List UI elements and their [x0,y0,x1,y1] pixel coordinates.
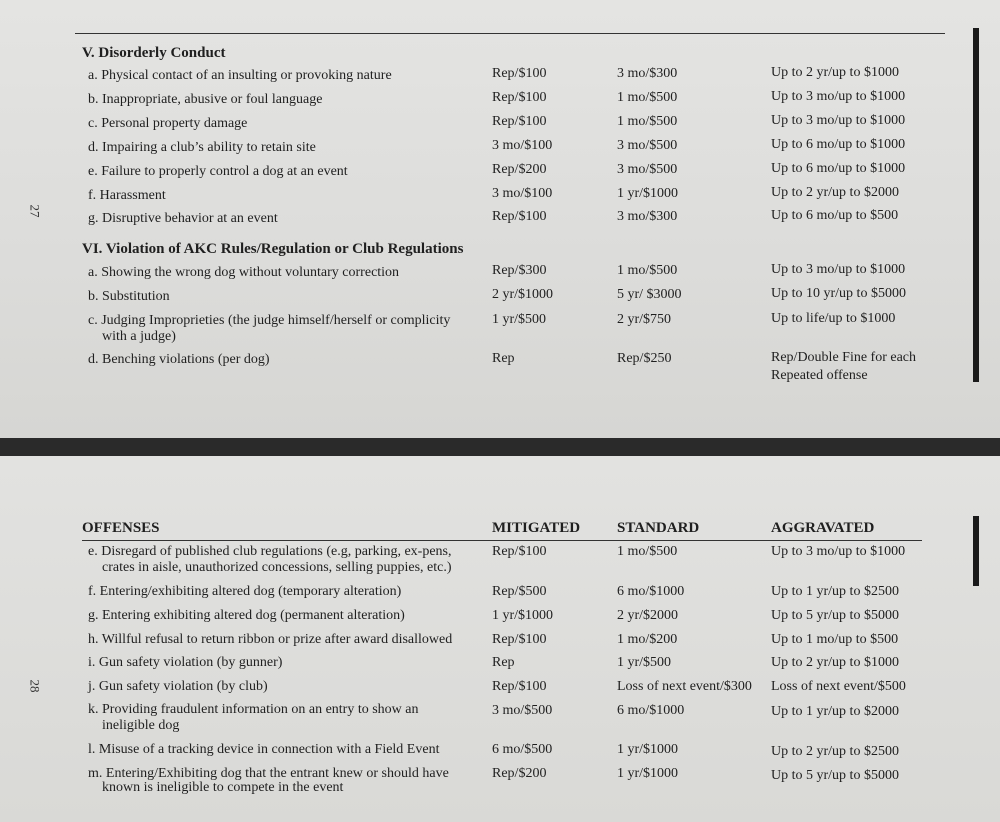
standard-value: 3 mo/$300 [617,209,678,224]
standard-value: 1 mo/$200 [617,632,678,647]
aggravated-value: Up to 3 mo/up to $1000 [771,89,906,104]
mitigated-value: Rep/$100 [492,66,547,81]
mitigated-value: Rep/$100 [492,679,547,694]
page-edge-shadow [973,516,979,586]
column-header-aggravated: AGGRAVATED [771,520,875,536]
standard-value: 3 mo/$500 [617,162,678,177]
mitigated-value: Rep/$100 [492,90,547,105]
aggravated-value: Up to 5 yr/up to $5000 [771,768,899,783]
mitigated-value: Rep/$100 [492,544,547,559]
offense-text: d. Benching violations (per dog) [88,352,270,367]
mitigated-value: Rep/$100 [492,209,547,224]
offense-text: c. Personal property damage [88,116,248,131]
mitigated-value: 3 mo/$500 [492,703,553,718]
offense-text: e. Disregard of published club regulations (e.g, parking, ex-pens, [88,544,452,559]
mitigated-value: 6 mo/$500 [492,742,553,757]
standard-value: 2 yr/$2000 [617,608,679,623]
offense-text: m. Entering/Exhibiting dog that the entrant knew or should have [88,766,449,781]
column-header-offenses: OFFENSES [82,520,160,536]
aggravated-value: Up to 2 yr/up to $1000 [771,65,899,80]
mitigated-value: 3 mo/$100 [492,138,553,153]
offense-text: g. Entering exhibiting altered dog (permanent alteration) [88,608,405,623]
offense-text: a. Showing the wrong dog without voluntary correction [88,265,400,280]
standard-value: 5 yr/ $3000 [617,287,682,302]
offense-text-continued: with a judge) [102,329,176,344]
offense-text: c. Judging Improprieties (the judge himself/herself or complicity [88,313,451,328]
aggravated-value: Up to 3 mo/up to $1000 [771,544,906,559]
aggravated-value: Up to 3 mo/up to $1000 [771,262,906,277]
aggravated-value-continued: Repeated offense [771,368,868,383]
aggravated-value: Up to 2 yr/up to $2000 [771,185,899,200]
standard-value: 3 mo/$500 [617,138,678,153]
mitigated-value: Rep/$100 [492,632,547,647]
header-rule [82,540,922,541]
mitigated-value: Rep [492,351,515,366]
mitigated-value: Rep/$100 [492,114,547,129]
offense-text: j. Gun safety violation (by club) [88,679,268,694]
aggravated-value: Up to 2 yr/up to $2500 [771,744,899,759]
mitigated-value: 1 yr/$1000 [492,608,554,623]
offense-text: g. Disruptive behavior at an event [88,211,278,226]
standard-value: 2 yr/$750 [617,312,672,327]
mitigated-value: Rep/$200 [492,162,547,177]
offense-text: e. Failure to properly control a dog at an event [88,164,348,179]
offense-text: l. Misuse of a tracking device in connection with a Field Event [88,742,440,757]
page-number: 28 [27,679,43,693]
standard-value: 6 mo/$1000 [617,584,685,599]
standard-value: 3 mo/$300 [617,66,678,81]
page-edge-shadow [973,28,979,382]
mitigated-value: Rep/$300 [492,263,547,278]
offense-text: h. Willful refusal to return ribbon or prize after award disallowed [88,632,453,647]
offense-text: i. Gun safety violation (by gunner) [88,655,283,670]
standard-value: 1 mo/$500 [617,114,678,129]
aggravated-value: Up to 1 yr/up to $2000 [771,704,899,719]
column-header-standard: STANDARD [617,520,700,536]
standard-value: 1 yr/$1000 [617,766,679,781]
page-28 [0,456,1000,822]
offense-text: a. Physical contact of an insulting or provoking nature [88,68,392,83]
aggravated-value: Up to 6 mo/up to $1000 [771,161,906,176]
mitigated-value: 2 yr/$1000 [492,287,554,302]
mitigated-value: Rep [492,655,515,670]
offense-text: d. Impairing a club’s ability to retain site [88,140,316,155]
mitigated-value: 3 mo/$100 [492,186,553,201]
aggravated-value: Up to 3 mo/up to $1000 [771,113,906,128]
standard-value: 6 mo/$1000 [617,703,685,718]
offense-text-continued: known is ineligible to compete in the event [102,780,344,795]
aggravated-value: Up to 5 yr/up to $5000 [771,608,899,623]
offense-text: f. Entering/exhibiting altered dog (temporary alteration) [88,584,402,599]
standard-value: 1 yr/$1000 [617,186,679,201]
page-number: 27 [27,204,43,218]
aggravated-value: Up to life/up to $1000 [771,311,896,326]
mitigated-value: 1 yr/$500 [492,312,547,327]
offense-text-continued: ineligible dog [102,718,180,733]
mitigated-value: Rep/$200 [492,766,547,781]
column-header-mitigated: MITIGATED [492,520,581,536]
offense-text: b. Inappropriate, abusive or foul language [88,92,323,107]
aggravated-value: Up to 2 yr/up to $1000 [771,655,899,670]
standard-value: 1 mo/$500 [617,544,678,559]
aggravated-value: Up to 10 yr/up to $5000 [771,286,906,301]
standard-value: Rep/$250 [617,351,672,366]
aggravated-value: Up to 6 mo/up to $1000 [771,137,906,152]
offense-text: b. Substitution [88,289,170,304]
offense-text-continued: crates in aisle, unauthorized concessions, selling puppies, etc.) [102,560,452,575]
standard-value: Loss of next event/$300 [617,679,752,694]
aggravated-value: Up to 1 mo/up to $500 [771,632,899,647]
aggravated-value: Loss of next event/$500 [771,679,906,694]
standard-value: 1 yr/$500 [617,655,672,670]
standard-value: 1 mo/$500 [617,263,678,278]
section-title-disorderly-conduct: V. Disorderly Conduct [82,45,226,61]
aggravated-value: Up to 1 yr/up to $2500 [771,584,899,599]
aggravated-value: Rep/Double Fine for each [771,350,917,365]
standard-value: 1 mo/$500 [617,90,678,105]
top-rule [75,33,945,34]
aggravated-value: Up to 6 mo/up to $500 [771,208,899,223]
standard-value: 1 yr/$1000 [617,742,679,757]
offense-text: k. Providing fraudulent information on an entry to show an [88,702,419,717]
offense-text: f. Harassment [88,188,166,203]
mitigated-value: Rep/$500 [492,584,547,599]
section-title-violation-akc-rules: VI. Violation of AKC Rules/Regulation or Club Regulations [82,241,464,257]
